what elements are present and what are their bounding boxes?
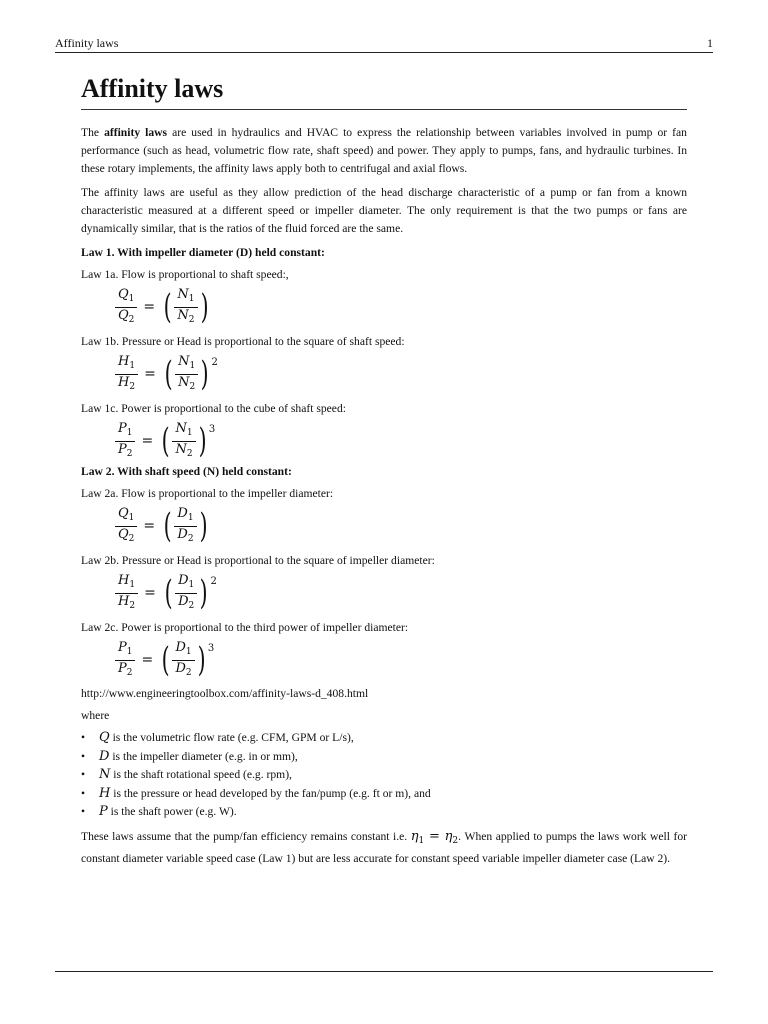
equals-sign: = <box>144 585 156 601</box>
lhs-denominator: P <box>118 660 127 676</box>
law1c-text: Law 1c. Power is proportional to the cube of shaft speed: <box>81 402 346 415</box>
closing-suffix: . When applied to pumps the laws work well for constant diameter variable speed case (Law 1) but are less accurate for constant speed variable impeller diameter case (Law 2). <box>81 829 687 865</box>
eta-symbol: η <box>444 828 453 844</box>
law1b-text: Law 1b. Pressure or Head is proportional to the square of shaft speed: <box>81 335 405 348</box>
rhs-denominator: N <box>175 441 187 457</box>
lhs-denominator: Q <box>118 526 129 542</box>
definition-text: is the impeller diameter (e.g. in or mm), <box>109 749 298 763</box>
definition-p <box>81 803 687 822</box>
subscript: 1 <box>189 360 196 371</box>
rhs-fraction <box>172 421 195 462</box>
symbol-definitions <box>81 729 687 822</box>
lhs-fraction <box>115 421 135 462</box>
equals-sign: = <box>143 299 156 315</box>
intro-prefix: The <box>81 126 105 139</box>
lhs-numerator: P <box>118 639 127 655</box>
definition-text: is the shaft rotational speed (e.g. rpm), <box>110 768 292 781</box>
subscript: 1 <box>129 360 136 371</box>
law1c-formula <box>115 419 687 463</box>
equals-sign: = <box>143 518 156 534</box>
subscript: 2 <box>129 381 136 392</box>
subscript: 2 <box>188 314 195 325</box>
eta-symbol: η <box>410 828 419 844</box>
law2a-formula <box>115 504 687 548</box>
law2b-text: Law 2b. Pressure or Head is proportional to the square of impeller diameter: <box>81 554 435 567</box>
law1a-formula <box>115 285 687 329</box>
intro-paragraph-1 <box>81 124 687 178</box>
close-paren: ) <box>197 640 206 680</box>
subscript: 1 <box>186 427 193 438</box>
subscript: 1 <box>128 512 135 523</box>
lhs-fraction <box>115 640 135 681</box>
definition-text: is the volumetric flow rate (e.g. CFM, GPM or L/s), <box>109 731 354 744</box>
subscript: 1 <box>185 646 192 657</box>
lhs-fraction <box>115 287 137 328</box>
rhs-denominator: D <box>177 526 188 542</box>
symbol: H <box>99 785 111 801</box>
lhs-numerator: H <box>118 353 130 369</box>
equals-sign: = <box>144 366 156 382</box>
rhs-denominator: D <box>178 593 189 609</box>
lhs-fraction <box>115 354 138 395</box>
rhs-numerator: N <box>175 420 187 436</box>
rhs-numerator: N <box>177 286 189 302</box>
intro-bold-term: affinity laws <box>104 126 168 139</box>
close-paren: ) <box>200 287 209 327</box>
running-header <box>55 36 713 51</box>
rhs-fraction <box>174 506 196 547</box>
law1b-formula <box>115 352 687 396</box>
definition-text: is the pressure or head developed by the fan/pump (e.g. ft or m), and <box>110 786 431 800</box>
rhs-fraction <box>174 287 197 328</box>
close-paren: ) <box>200 354 209 394</box>
lhs-fraction <box>115 573 138 614</box>
open-paren: ( <box>163 506 172 546</box>
subscript: 1 <box>129 579 136 590</box>
exponent: 3 <box>207 643 215 654</box>
subscript: 1 <box>187 512 194 523</box>
symbol: Q <box>99 730 110 745</box>
page-number: 1 <box>707 36 713 50</box>
subscript: 2 <box>128 314 135 325</box>
subscript: 1 <box>128 293 135 304</box>
exponent: 2 <box>211 357 218 368</box>
rhs-denominator: N <box>177 307 189 323</box>
rhs-fraction <box>175 354 198 395</box>
symbol: P <box>99 804 108 819</box>
open-paren: ( <box>164 573 173 613</box>
lhs-numerator: Q <box>118 286 129 302</box>
rhs-numerator: D <box>175 639 186 655</box>
running-title: Affinity laws <box>55 36 119 50</box>
subscript: 2 <box>126 667 133 678</box>
definition-h <box>81 785 687 804</box>
where-label: where <box>81 709 110 722</box>
equals-sign: = <box>424 828 445 844</box>
closing-paragraph <box>81 828 687 868</box>
rhs-fraction <box>175 573 197 614</box>
lhs-denominator: H <box>118 593 130 609</box>
close-paren: ) <box>199 573 208 613</box>
subscript: 1 <box>418 835 425 846</box>
definition-q <box>81 729 687 748</box>
rhs-numerator: N <box>178 353 190 369</box>
subscript: 2 <box>452 835 459 846</box>
lhs-denominator: P <box>118 441 127 457</box>
law1a-text: Law 1a. Flow is proportional to shaft speed:, <box>81 268 289 281</box>
open-paren: ( <box>161 421 170 461</box>
subscript: 1 <box>188 293 195 304</box>
header-rule <box>55 52 713 53</box>
definition-d <box>81 748 687 767</box>
article-body <box>81 72 687 868</box>
rhs-numerator: D <box>177 505 188 521</box>
symbol: N <box>99 767 111 782</box>
rhs-denominator: N <box>178 374 190 390</box>
law2b-formula <box>115 571 687 615</box>
open-paren: ( <box>161 640 170 680</box>
lhs-numerator: H <box>118 572 130 588</box>
subscript: 2 <box>186 448 193 459</box>
footer-rule <box>55 971 713 972</box>
subscript: 2 <box>187 533 194 544</box>
subscript: 2 <box>128 533 135 544</box>
lhs-denominator: Q <box>118 307 129 323</box>
subscript: 2 <box>188 600 195 611</box>
lhs-denominator: H <box>118 374 130 390</box>
intro-rest: are used in hydraulics and HVAC to express the relationship between variables involved in pump or fan performance (such as head, volumetric flow rate, shaft speed) and power. They apply to pumps, fans, and hydraulic turbines. In these rotary implements, the affinity laws apply both to centrifugal and axial flows. <box>81 126 687 175</box>
subscript: 2 <box>126 448 133 459</box>
law1-heading: Law 1. With impeller diameter (D) held constant: <box>81 246 325 259</box>
closing-prefix: These laws assume that the pump/fan efficiency remains constant i.e. <box>81 829 411 843</box>
definition-text: is the shaft power (e.g. W). <box>107 805 237 818</box>
subscript: 2 <box>189 381 196 392</box>
close-paren: ) <box>199 506 208 546</box>
subscript: 1 <box>188 579 195 590</box>
exponent: 2 <box>210 576 217 587</box>
subscript: 1 <box>126 427 133 438</box>
page-title: Affinity laws <box>81 72 687 110</box>
symbol: D <box>99 748 110 764</box>
subscript: 1 <box>126 646 133 657</box>
definition-n <box>81 766 687 785</box>
close-paren: ) <box>198 421 207 461</box>
lhs-numerator: Q <box>118 505 129 521</box>
subscript: 2 <box>129 600 136 611</box>
open-paren: ( <box>163 287 172 327</box>
lhs-numerator: P <box>118 420 127 436</box>
exponent: 3 <box>208 424 216 435</box>
rhs-numerator: D <box>178 572 189 588</box>
equals-sign: = <box>141 433 154 449</box>
reference-url: http://www.engineeringtoolbox.com/affinity-laws-d_408.html <box>81 687 369 700</box>
law2c-formula <box>115 638 687 682</box>
law2a-text: Law 2a. Flow is proportional to the impeller diameter: <box>81 487 334 500</box>
intro-paragraph-2: The affinity laws are useful as they allow prediction of the head discharge characteristic of a pump or fan from a known characteristic measured at a different speed or impeller diameter. The only requirement is that the two pumps or fans are dynamically similar, that is the ratios of the fluid forced are the same. <box>81 186 687 235</box>
subscript: 2 <box>185 667 192 678</box>
open-paren: ( <box>164 354 173 394</box>
rhs-fraction <box>172 640 194 681</box>
law2-heading: Law 2. With shaft speed (N) held constant: <box>81 465 292 478</box>
efficiency-equation <box>411 829 458 844</box>
rhs-denominator: D <box>175 660 186 676</box>
law2c-text: Law 2c. Power is proportional to the third power of impeller diameter: <box>81 621 409 634</box>
lhs-fraction <box>115 506 137 547</box>
equals-sign: = <box>141 652 154 668</box>
